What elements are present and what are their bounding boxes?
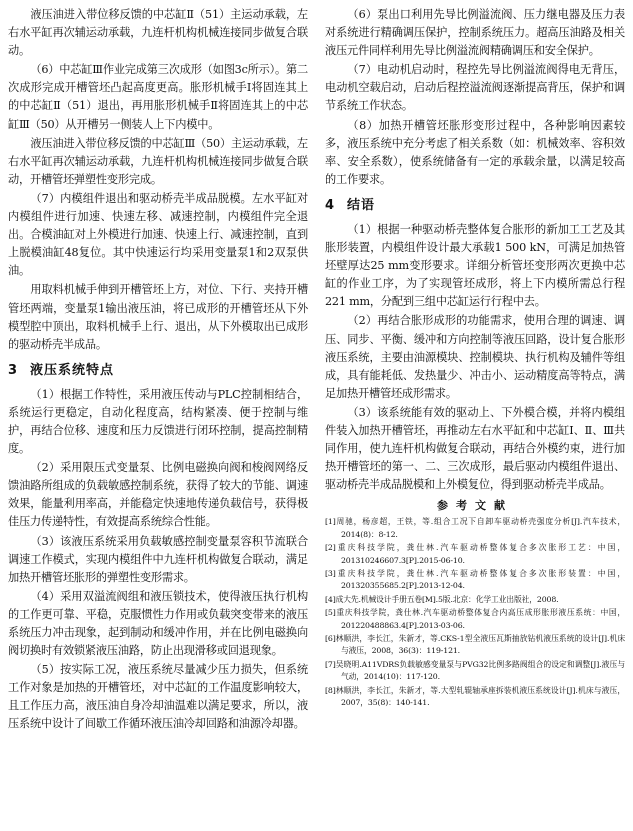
section-number: 4: [325, 197, 336, 213]
paragraph: （5）按实际工况，液压系统尽量减少压力损失，但系统工作对象是加热的开槽管坯，对中芯缸的工作温度影响较大，且工作压力高，液压油自身冷却油温难以满足要求，所以，液压系统中设计了间歇工作循环液压油冷却回路和油源冷却器。: [8, 663, 308, 731]
reference-item: [4]成大先.机械设计手册五卷[M].5版.北京：化学工业出版社，2008.: [325, 594, 559, 604]
paragraph: （1）根据工作特性，采用液压传动与PLC控制相结合，系统运行更稳定，自动化程度高，结构紧凑、便于控制与维护，再结合位移、速度和压力反馈进行闭环控制，提高控制精度。: [8, 387, 308, 456]
reference-item: [5]重庆科技学院，龚仕林.汽车驱动桥整体复合内高压成形胀形液压系统：中国，201220488863.4[P].2013-03-06.: [325, 608, 625, 630]
section-heading: [8, 362, 308, 380]
right-column: [325, 6, 625, 710]
references-heading: 参考文献: [437, 499, 513, 513]
paragraph: （1）根据一种驱动桥壳整体复合胀形的新加工工艺及其胀形装置，内模组件设计最大承载1 500 kN，可满足加热管坯壁厚达25 mm变形要求。详细分析管坯变形两次更换中芯缸的作业工序，为了实现管坯成形，将上下内模所需总行程221 mm，分配到三组中芯缸运行行程中去。: [325, 222, 625, 309]
reference-item: [7]吴晓明.A11VDRS负载敏感变量泵与PVG32比例多路阀组合的设定和调整[J].液压与气动，2014(10)：117-120.: [325, 659, 625, 682]
paragraph: （2）再结合胀形成形的功能需求，使用合理的调速、调压、同步、平衡、缓冲和方向控制等液压回路，设计复合胀形液压系统，主要由油源模块、控制模块、执行机构及辅件等组成，具有能耗低、发热量少、冲击小、运动精度高等特点，满足加热开槽管坯成形需求。: [325, 314, 625, 400]
paragraph: （3）该系统能有效的驱动上、下外模合模，并将内模组件装入加热开槽管坯，再推动左右水平缸和中芯缸Ⅰ、Ⅱ、Ⅲ共同作用，使九连杆机构做复合联动，再结合外模约束，进行加热开槽管坯的第一、二、三次成形，最后驱动内模组件退出、驱动桥壳半成品脱模和上外模复位，得到驱动桥壳半成品。: [325, 405, 625, 492]
paragraph: （6）中芯缸Ⅲ作业完成第三次成形（如图3c所示）。第二次成形完成开槽管坯凸起高度更高。胀形机械手Ⅰ将固连其上的中芯缸Ⅱ（51）退出，再用胀形机械手Ⅱ将固连其上的中芯缸Ⅲ（50）从开槽另一侧装人上下内模中。: [8, 63, 308, 131]
section-number: 3: [8, 362, 19, 378]
paragraph: （4）采用双溢流阀组和液压锁技术，使得液压执行机构的工作更可靠、平稳，克服惯性力作用或负载突变带来的液压系统压力冲击现象，起到制动和缓冲作用，并在比例电磁换向阀切换时有效锁紧液压油路，防止出现滑移或回退现象。: [8, 589, 308, 658]
paragraph: 液压油进入带位移反馈的中芯缸Ⅲ（50）主运动承载，左右水平缸再次辅运动承载，九连杆机构机械连接同步做复合联动，开槽管坯弹塑性变形完成。: [8, 136, 308, 186]
reference-item: [6]林顺洪，李长江，朱新才，等.CKS-1型全液压瓦斯抽放钻机液压系统的设计[J].机床与液压，2008，36(3)：119-121.: [325, 634, 625, 656]
paragraph: 液压油进入带位移反馈的中芯缸Ⅱ（51）主运动承载，左右水平缸再次辅运动承载，九连杆机构机械连接同步做复合联动。: [8, 8, 308, 58]
paragraph: （8）加热开槽管坯胀形变形过程中，各种影响因素较多，液压系统中充分考虑了相关系数（如：机械效率、容积效率、安全系数），使系统储备有一定的承载余量，以满足较高的工作要求。: [325, 118, 625, 186]
paragraph: （3）该液压系统采用负载敏感控制变量泵容积节流联合调速工作模式，实现内模组件中九连杆机构做复合联动，满足加热开槽管坯胀形的弹塑性变形需求。: [8, 534, 308, 584]
section-title: 结语: [347, 197, 376, 213]
section-heading: [325, 197, 625, 215]
paragraph: 用取料机械手伸到开槽管坯上方，对位、下行、夹持开槽管坯两端，变量泵1输出液压油，将已成形的开槽管坯从下外模型腔中顶出，取料机械手上行、退出，从下外模取出已成形的驱动桥壳半成品。: [8, 283, 308, 351]
paragraph: （7）电动机启动时，程控先导比例溢流阀得电无背压，电动机空载启动，启动后程控溢流阀逐渐提高背压，保护和调节系统工作状态。: [325, 63, 625, 113]
reference-item: [1]周驰，杨彦超，王铁，等.组合工况下自卸车驱动桥壳强度分析[J].汽车技术，2014(8)：8-12.: [325, 517, 625, 539]
paragraph: （6）泵出口利用先导比例溢流阀、压力继电器及压力表对系统进行精确调压保护，控制系统压力。超高压油路及相关液压元件同样利用先导比例溢流阀精确调压和安全保护。: [325, 8, 625, 58]
reference-item: [8]林顺洪，李长江，朱新才，等.大型轧辊轴承座拆装机液压系统设计[J].机床与液压，2007，35(8)：140-141.: [325, 685, 625, 708]
paragraph: （2）采用限压式变量泵、比例电磁换向阀和梭阀网络反馈油路所组成的负载敏感控制系统，获得了较大的节能、调速效果，能量利用率高，并能稳定快速地传递负载信号，获得极佳压力传递特性，有效提高系统综合性能。: [8, 461, 308, 529]
paragraph: （7）内模组件退出和驱动桥壳半成品脱模。左水平缸对内模组件进行加速、快速左移、减速控制，内模组件完全退出。合模油缸对上外模进行加速、快速上行、减速控制，直到上脱模油缸48复位。其中快速运行均采用变量泵1和2双泵供油。: [8, 191, 308, 278]
left-column: [8, 6, 308, 735]
reference-list: [325, 516, 625, 709]
reference-item: [2]重庆科技学院，龚仕林.汽车驱动桥整体复合多次胀形工艺：中国，201310246607.3[P].2015-06-10.: [325, 543, 625, 565]
reference-item: [3]重庆科技学院，龚仕林.汽车驱动桥整体复合多次胀形装置：中国，201320355685.2[P].2013-12-04.: [325, 568, 625, 591]
section-title: 液压系统特点: [30, 362, 115, 378]
